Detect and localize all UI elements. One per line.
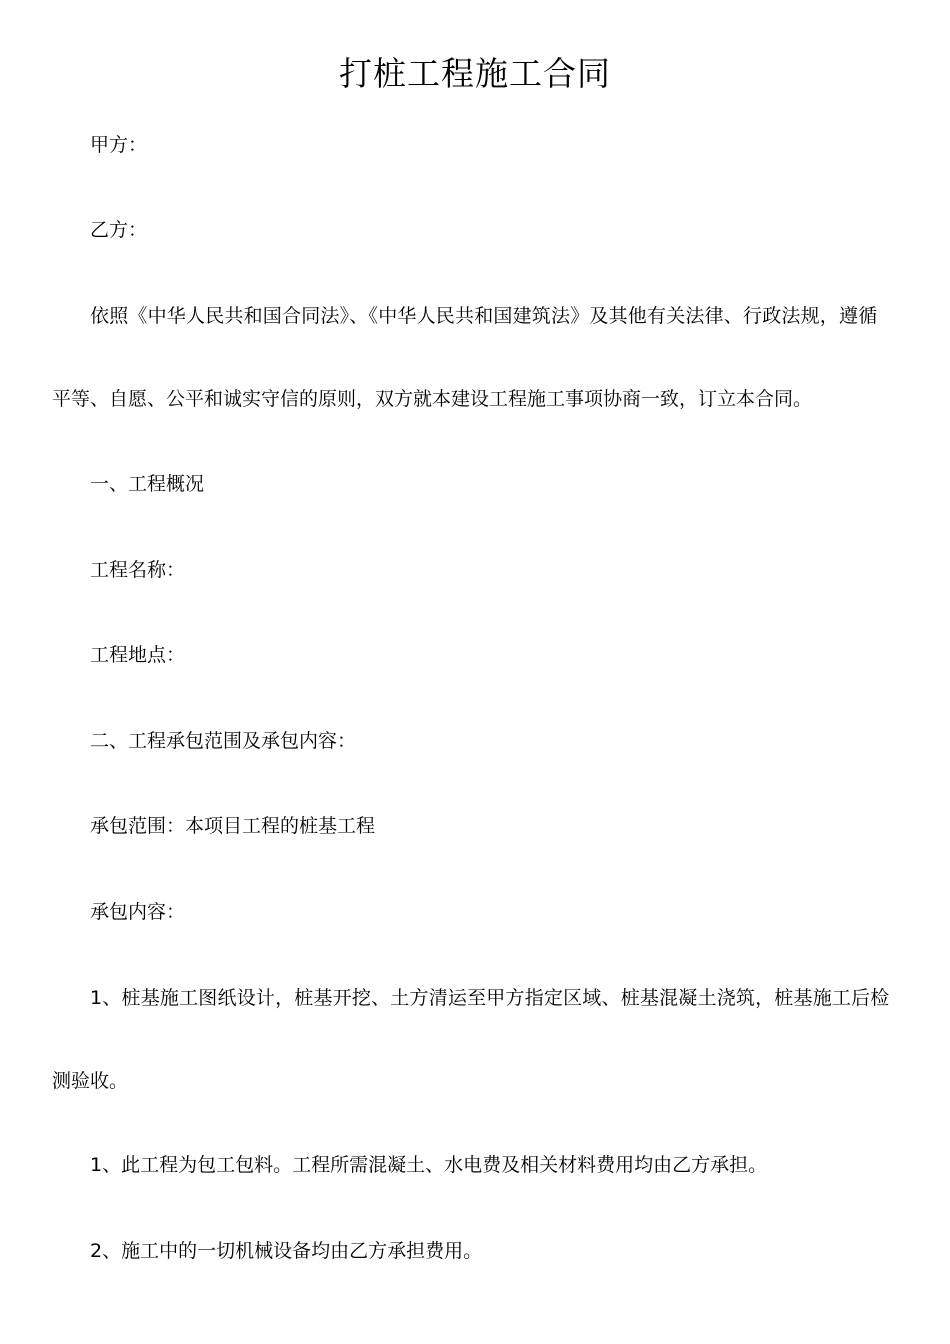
scope-line: 承包范围：本项目工程的桩基工程: [90, 815, 376, 837]
content-item-1-line-2: 测验收。: [52, 1070, 129, 1092]
preamble-line-2: 平等、自愿、公平和诚实守信的原则，双方就本建设工程施工事项协商一致，订立本合同。: [52, 388, 813, 410]
project-location-label: 工程地点：: [90, 644, 186, 666]
content-item-1-line-1: 1、桩基施工图纸设计，桩基开挖、土方清运至甲方指定区域、桩基混凝土浇筑，桩基施工后检: [90, 987, 890, 1009]
party-a-label: 甲方：: [90, 134, 148, 156]
section-2-heading: 二、工程承包范围及承包内容：: [90, 730, 357, 752]
page-title: 打桩工程施工合同: [339, 54, 611, 93]
preamble-line-1: 依照《中华人民共和国合同法》、《中华人民共和国建筑法》及其他有关法律、行政法规，遵循: [90, 305, 878, 327]
content-item-3: 2、施工中的一切机械设备均由乙方承担费用。: [90, 1240, 483, 1262]
section-1-heading: 一、工程概况: [90, 473, 205, 495]
content-item-2: 1、此工程为包工包料。工程所需混凝土、水电费及相关材料费用均由乙方承担。: [90, 1154, 768, 1176]
party-b-label: 乙方：: [90, 219, 148, 241]
project-name-label: 工程名称：: [90, 559, 186, 581]
content-label: 承包内容：: [90, 901, 186, 923]
